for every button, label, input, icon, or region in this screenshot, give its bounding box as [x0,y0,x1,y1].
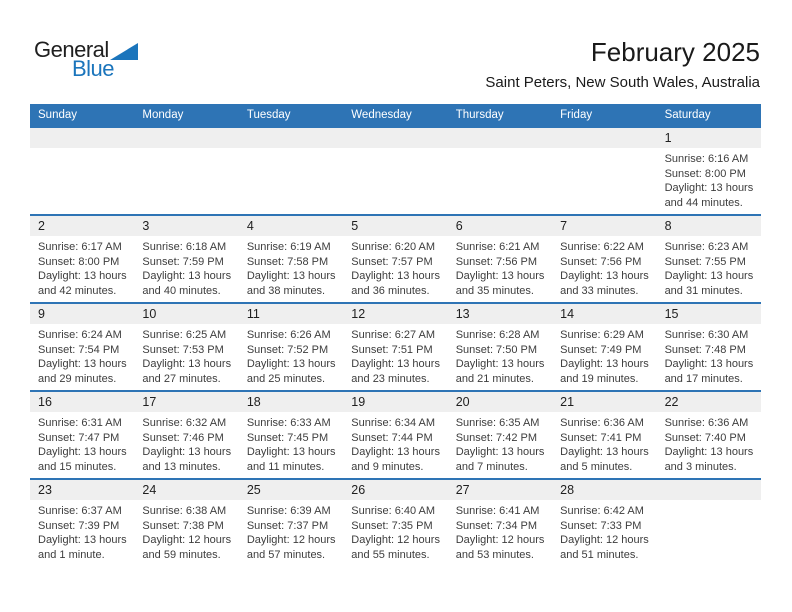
day-info [239,500,343,562]
weekday-header-monday: Monday [142,109,184,121]
sunset-text: Sunset: 7:48 PM [664,343,746,356]
sunrise-text: Sunrise: 6:37 AM [38,505,122,517]
week-row-3 [30,302,761,390]
sunset-text: Sunset: 7:50 PM [455,343,538,356]
day-info [343,236,447,298]
sunset-text: Sunset: 8:00 PM [38,255,120,268]
sunrise-text: Sunrise: 6:26 AM [246,329,331,341]
sunset-text: Sunset: 7:37 PM [246,519,329,532]
day-number: 24 [134,480,238,500]
day-cell-6 [448,216,552,302]
sunset-text: Sunset: 7:59 PM [142,255,224,268]
day-cell-25 [239,480,343,566]
day-cell-12 [343,304,447,390]
daylight-text: Daylight: 13 hours and 31 minutes. [664,270,754,297]
day-cell-empty [448,128,552,214]
day-cell-22 [657,392,761,478]
sunset-text: Sunset: 7:33 PM [560,519,642,532]
sunset-text: Sunset: 7:40 PM [664,431,746,444]
day-number: 5 [343,216,447,236]
sunrise-text: Sunrise: 6:16 AM [664,153,749,165]
day-cell-empty [657,480,761,566]
sunset-text: Sunset: 7:56 PM [560,255,642,268]
day-number: 17 [134,392,238,412]
daylight-text: Daylight: 13 hours and 15 minutes. [38,446,127,473]
day-number: 14 [552,304,656,324]
sunset-text: Sunset: 7:47 PM [38,431,120,444]
day-cell-14 [552,304,656,390]
day-cell-18 [239,392,343,478]
day-cell-5 [343,216,447,302]
day-number [30,128,134,148]
sunset-text: Sunset: 7:46 PM [142,431,224,444]
sunrise-text: Sunrise: 6:21 AM [455,241,540,253]
weekday-header-wednesday: Wednesday [351,109,412,121]
day-number [657,480,761,500]
day-cell-10 [134,304,238,390]
day-info [448,148,552,152]
day-number: 20 [448,392,552,412]
day-cell-19 [343,392,447,478]
weekday-header-sunday: Sunday [38,109,78,121]
day-info [134,500,238,562]
day-info [239,412,343,474]
day-info [552,324,656,386]
sunrise-text: Sunrise: 6:39 AM [246,505,331,517]
daylight-text: Daylight: 12 hours and 51 minutes. [560,534,649,561]
day-cell-empty [134,128,238,214]
day-number [343,128,447,148]
sunrise-text: Sunrise: 6:34 AM [351,417,436,429]
day-cell-8 [657,216,761,302]
day-info [239,236,343,298]
day-info [30,324,134,386]
daylight-text: Daylight: 13 hours and 42 minutes. [38,270,127,297]
logo-triangle-icon [110,43,138,60]
day-info [448,412,552,474]
sunset-text: Sunset: 7:55 PM [664,255,746,268]
sunset-text: Sunset: 7:45 PM [246,431,329,444]
day-info [134,236,238,298]
day-number: 8 [657,216,761,236]
daylight-text: Daylight: 13 hours and 11 minutes. [246,446,336,473]
sunset-text: Sunset: 7:54 PM [38,343,120,356]
daylight-text: Daylight: 13 hours and 13 minutes. [142,446,232,473]
sunset-text: Sunset: 7:38 PM [142,519,224,532]
day-cell-28 [552,480,656,566]
day-number: 4 [239,216,343,236]
day-number: 3 [134,216,238,236]
day-info [343,500,447,562]
day-cell-empty [30,128,134,214]
day-cell-1 [657,128,761,214]
sunset-text: Sunset: 7:57 PM [351,255,433,268]
sunset-text: Sunset: 7:39 PM [38,519,120,532]
day-cell-21 [552,392,656,478]
day-info [134,412,238,474]
day-cell-16 [30,392,134,478]
day-number: 13 [448,304,552,324]
day-info [134,148,238,152]
sunset-text: Sunset: 8:00 PM [664,167,746,180]
sunrise-text: Sunrise: 6:40 AM [351,505,436,517]
daylight-text: Daylight: 13 hours and 17 minutes. [664,358,754,385]
day-number: 26 [343,480,447,500]
day-number: 1 [657,128,761,148]
day-number: 16 [30,392,134,412]
weekday-header-saturday: Saturday [664,109,711,121]
day-info [448,324,552,386]
day-number: 6 [448,216,552,236]
daylight-text: Daylight: 13 hours and 29 minutes. [38,358,127,385]
sunrise-text: Sunrise: 6:32 AM [142,417,227,429]
day-cell-2 [30,216,134,302]
daylight-text: Daylight: 13 hours and 23 minutes. [351,358,440,385]
sunset-text: Sunset: 7:35 PM [351,519,433,532]
general-blue-logo [34,38,154,88]
day-cell-23 [30,480,134,566]
day-cell-7 [552,216,656,302]
sunrise-text: Sunrise: 6:29 AM [560,329,644,341]
day-number: 19 [343,392,447,412]
day-info [552,236,656,298]
day-number [134,128,238,148]
sunrise-text: Sunrise: 6:33 AM [246,417,331,429]
sunset-text: Sunset: 7:51 PM [351,343,433,356]
day-number: 21 [552,392,656,412]
sunrise-text: Sunrise: 6:22 AM [560,241,644,253]
day-info [552,412,656,474]
day-cell-17 [134,392,238,478]
daylight-text: Daylight: 13 hours and 33 minutes. [560,270,649,297]
week-row-4 [30,390,761,478]
day-info [343,148,447,152]
day-info [448,236,552,298]
daylight-text: Daylight: 13 hours and 36 minutes. [351,270,440,297]
sunrise-text: Sunrise: 6:35 AM [455,417,540,429]
daylight-text: Daylight: 12 hours and 57 minutes. [246,534,336,561]
day-number: 12 [343,304,447,324]
daylight-text: Daylight: 12 hours and 59 minutes. [142,534,232,561]
day-number: 27 [448,480,552,500]
sunset-text: Sunset: 7:52 PM [246,343,329,356]
day-info [657,148,761,210]
day-info [657,236,761,298]
daylight-text: Daylight: 13 hours and 25 minutes. [246,358,336,385]
day-number: 18 [239,392,343,412]
day-number [448,128,552,148]
day-info [657,500,761,504]
daylight-text: Daylight: 13 hours and 44 minutes. [664,182,754,209]
sunrise-text: Sunrise: 6:20 AM [351,241,436,253]
sunrise-text: Sunrise: 6:42 AM [560,505,644,517]
weekday-header-row [30,104,761,126]
day-info [552,148,656,152]
sunset-text: Sunset: 7:44 PM [351,431,433,444]
sunrise-text: Sunrise: 6:36 AM [560,417,644,429]
day-cell-20 [448,392,552,478]
day-number [552,128,656,148]
daylight-text: Daylight: 13 hours and 9 minutes. [351,446,440,473]
day-info [134,324,238,386]
calendar [30,104,761,566]
sunrise-text: Sunrise: 6:41 AM [455,505,540,517]
sunset-text: Sunset: 7:49 PM [560,343,642,356]
day-info [343,324,447,386]
day-number [239,128,343,148]
day-info [30,148,134,152]
day-info [239,148,343,152]
logo-text-blue: Blue [72,56,115,81]
day-number: 15 [657,304,761,324]
day-cell-15 [657,304,761,390]
sunset-text: Sunset: 7:42 PM [455,431,538,444]
sunrise-text: Sunrise: 6:28 AM [455,329,540,341]
day-number: 10 [134,304,238,324]
day-cell-empty [343,128,447,214]
daylight-text: Daylight: 13 hours and 27 minutes. [142,358,232,385]
day-number: 2 [30,216,134,236]
day-number: 7 [552,216,656,236]
daylight-text: Daylight: 12 hours and 53 minutes. [455,534,545,561]
day-info [657,324,761,386]
sunrise-text: Sunrise: 6:25 AM [142,329,227,341]
day-number: 9 [30,304,134,324]
day-cell-11 [239,304,343,390]
week-row-5 [30,478,761,566]
weekday-header-friday: Friday [560,109,593,121]
day-info [30,412,134,474]
sunset-text: Sunset: 7:58 PM [246,255,329,268]
day-cell-24 [134,480,238,566]
day-number: 28 [552,480,656,500]
sunrise-text: Sunrise: 6:18 AM [142,241,227,253]
sunrise-text: Sunrise: 6:36 AM [664,417,749,429]
sunrise-text: Sunrise: 6:38 AM [142,505,227,517]
daylight-text: Daylight: 13 hours and 40 minutes. [142,270,232,297]
weekday-header-thursday: Thursday [455,109,504,121]
day-cell-empty [552,128,656,214]
sunrise-text: Sunrise: 6:17 AM [38,241,122,253]
daylight-text: Daylight: 13 hours and 19 minutes. [560,358,649,385]
sunrise-text: Sunrise: 6:24 AM [38,329,122,341]
day-info [657,412,761,474]
day-info [343,412,447,474]
day-info [239,324,343,386]
daylight-text: Daylight: 13 hours and 3 minutes. [664,446,754,473]
sunset-text: Sunset: 7:34 PM [455,519,538,532]
day-cell-26 [343,480,447,566]
sunset-text: Sunset: 7:56 PM [455,255,538,268]
day-info [30,236,134,298]
location-subtitle: Saint Peters, New South Wales, Australia [485,74,760,91]
sunrise-text: Sunrise: 6:23 AM [664,241,749,253]
day-cell-4 [239,216,343,302]
daylight-text: Daylight: 13 hours and 35 minutes. [455,270,545,297]
day-cell-9 [30,304,134,390]
daylight-text: Daylight: 13 hours and 1 minute. [38,534,127,561]
sunrise-text: Sunrise: 6:30 AM [664,329,749,341]
weekday-header-tuesday: Tuesday [246,109,291,121]
day-info [30,500,134,562]
daylight-text: Daylight: 13 hours and 21 minutes. [455,358,545,385]
sunrise-text: Sunrise: 6:31 AM [38,417,122,429]
day-cell-13 [448,304,552,390]
day-info [448,500,552,562]
day-cell-empty [239,128,343,214]
daylight-text: Daylight: 12 hours and 55 minutes. [351,534,440,561]
sunrise-text: Sunrise: 6:27 AM [351,329,436,341]
daylight-text: Daylight: 13 hours and 7 minutes. [455,446,545,473]
sunrise-text: Sunrise: 6:19 AM [246,241,331,253]
page-title: February 2025 [590,37,760,67]
sunset-text: Sunset: 7:41 PM [560,431,642,444]
day-number: 22 [657,392,761,412]
day-number: 11 [239,304,343,324]
week-row-2 [30,214,761,302]
daylight-text: Daylight: 13 hours and 5 minutes. [560,446,649,473]
sunset-text: Sunset: 7:53 PM [142,343,224,356]
week-row-1 [30,126,761,214]
day-number: 23 [30,480,134,500]
logo-text-general: General [34,37,109,62]
title-block [485,36,760,92]
day-cell-3 [134,216,238,302]
day-number: 25 [239,480,343,500]
day-cell-27 [448,480,552,566]
day-info [552,500,656,562]
daylight-text: Daylight: 13 hours and 38 minutes. [246,270,336,297]
